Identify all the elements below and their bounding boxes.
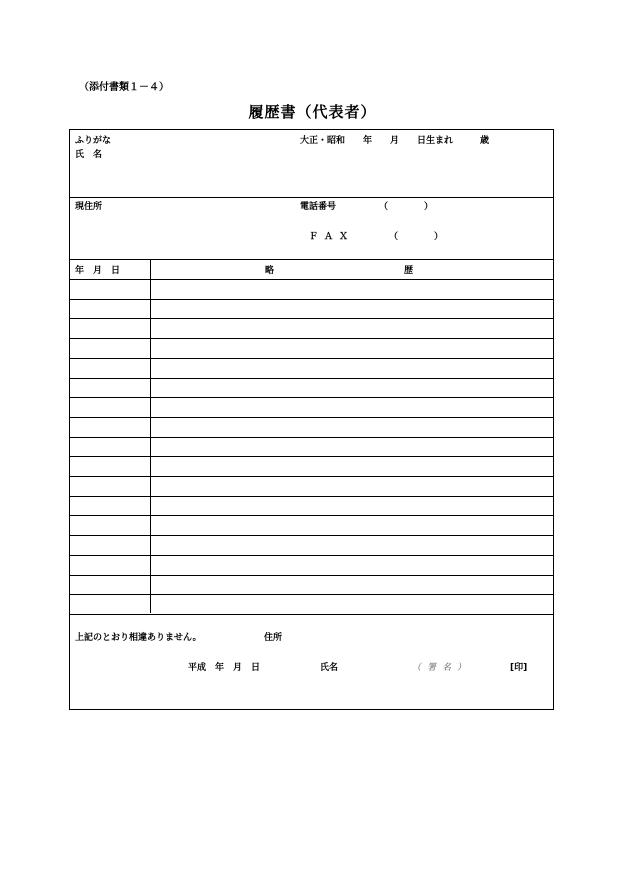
history-row-entry[interactable]: [156, 382, 548, 396]
history-row-entry[interactable]: [156, 579, 548, 593]
history-row-entry[interactable]: [156, 598, 548, 612]
history-row-entry[interactable]: [156, 401, 548, 415]
history-row-entry[interactable]: [156, 480, 548, 494]
fax-label: ＦＡＸ: [309, 232, 355, 242]
resume-form: [69, 129, 554, 710]
signature-name-label: 氏名: [320, 663, 339, 673]
phone-label: 電話番号: [300, 202, 337, 212]
birth-date-label: 大正・昭和 年 月 日生まれ 歳: [300, 136, 490, 146]
footer-address-label: 住所: [264, 633, 283, 643]
history-row-entry[interactable]: [156, 519, 548, 533]
row-divider: [70, 496, 553, 497]
page-title: 履歴書（代表者）: [248, 103, 377, 121]
history-row-entry[interactable]: [156, 421, 548, 435]
row-divider: [70, 456, 553, 457]
row-divider: [70, 299, 553, 300]
history-row-entry[interactable]: [156, 283, 548, 297]
divider: [70, 259, 553, 260]
document-label: （添付書類１－４）: [79, 82, 169, 93]
row-divider: [70, 279, 553, 280]
row-divider: [70, 417, 553, 418]
history-row-entry[interactable]: [156, 303, 548, 317]
seal-mark: [印]: [510, 663, 528, 673]
history-row-entry[interactable]: [156, 559, 548, 573]
name-label: 氏 名: [75, 150, 103, 160]
row-divider: [70, 397, 553, 398]
signature-field[interactable]: （署名）: [412, 663, 473, 673]
address-label: 現住所: [75, 202, 103, 212]
history-row-entry[interactable]: [156, 441, 548, 455]
history-row-entry[interactable]: [156, 342, 548, 356]
row-divider: [70, 594, 553, 595]
date-column-divider: [150, 259, 151, 613]
column-header-date: 年 月 日: [75, 266, 121, 276]
row-divider: [70, 476, 553, 477]
row-divider: [70, 515, 553, 516]
history-row-entry[interactable]: [156, 460, 548, 474]
row-divider: [70, 437, 553, 438]
row-divider: [70, 318, 553, 319]
history-table-bottom: [70, 614, 553, 615]
signature-date-label: 平成 年 月 日: [188, 663, 261, 673]
row-divider: [70, 338, 553, 339]
column-header-history-1: 略: [265, 266, 275, 276]
history-row-entry[interactable]: [156, 322, 548, 336]
divider: [70, 197, 553, 198]
column-header-history-2: 歴: [404, 266, 414, 276]
row-divider: [70, 358, 553, 359]
history-row-entry[interactable]: [156, 539, 548, 553]
fax-field[interactable]: （ ）: [389, 232, 444, 242]
declaration-text: 上記のとおり相違ありません。: [75, 633, 202, 643]
row-divider: [70, 535, 553, 536]
row-divider: [70, 378, 553, 379]
row-divider: [70, 555, 553, 556]
furigana-label: ふりがな: [75, 136, 112, 146]
phone-field[interactable]: （ ）: [379, 202, 434, 212]
history-row-entry[interactable]: [156, 500, 548, 514]
history-row-entry[interactable]: [156, 362, 548, 376]
row-divider: [70, 575, 553, 576]
